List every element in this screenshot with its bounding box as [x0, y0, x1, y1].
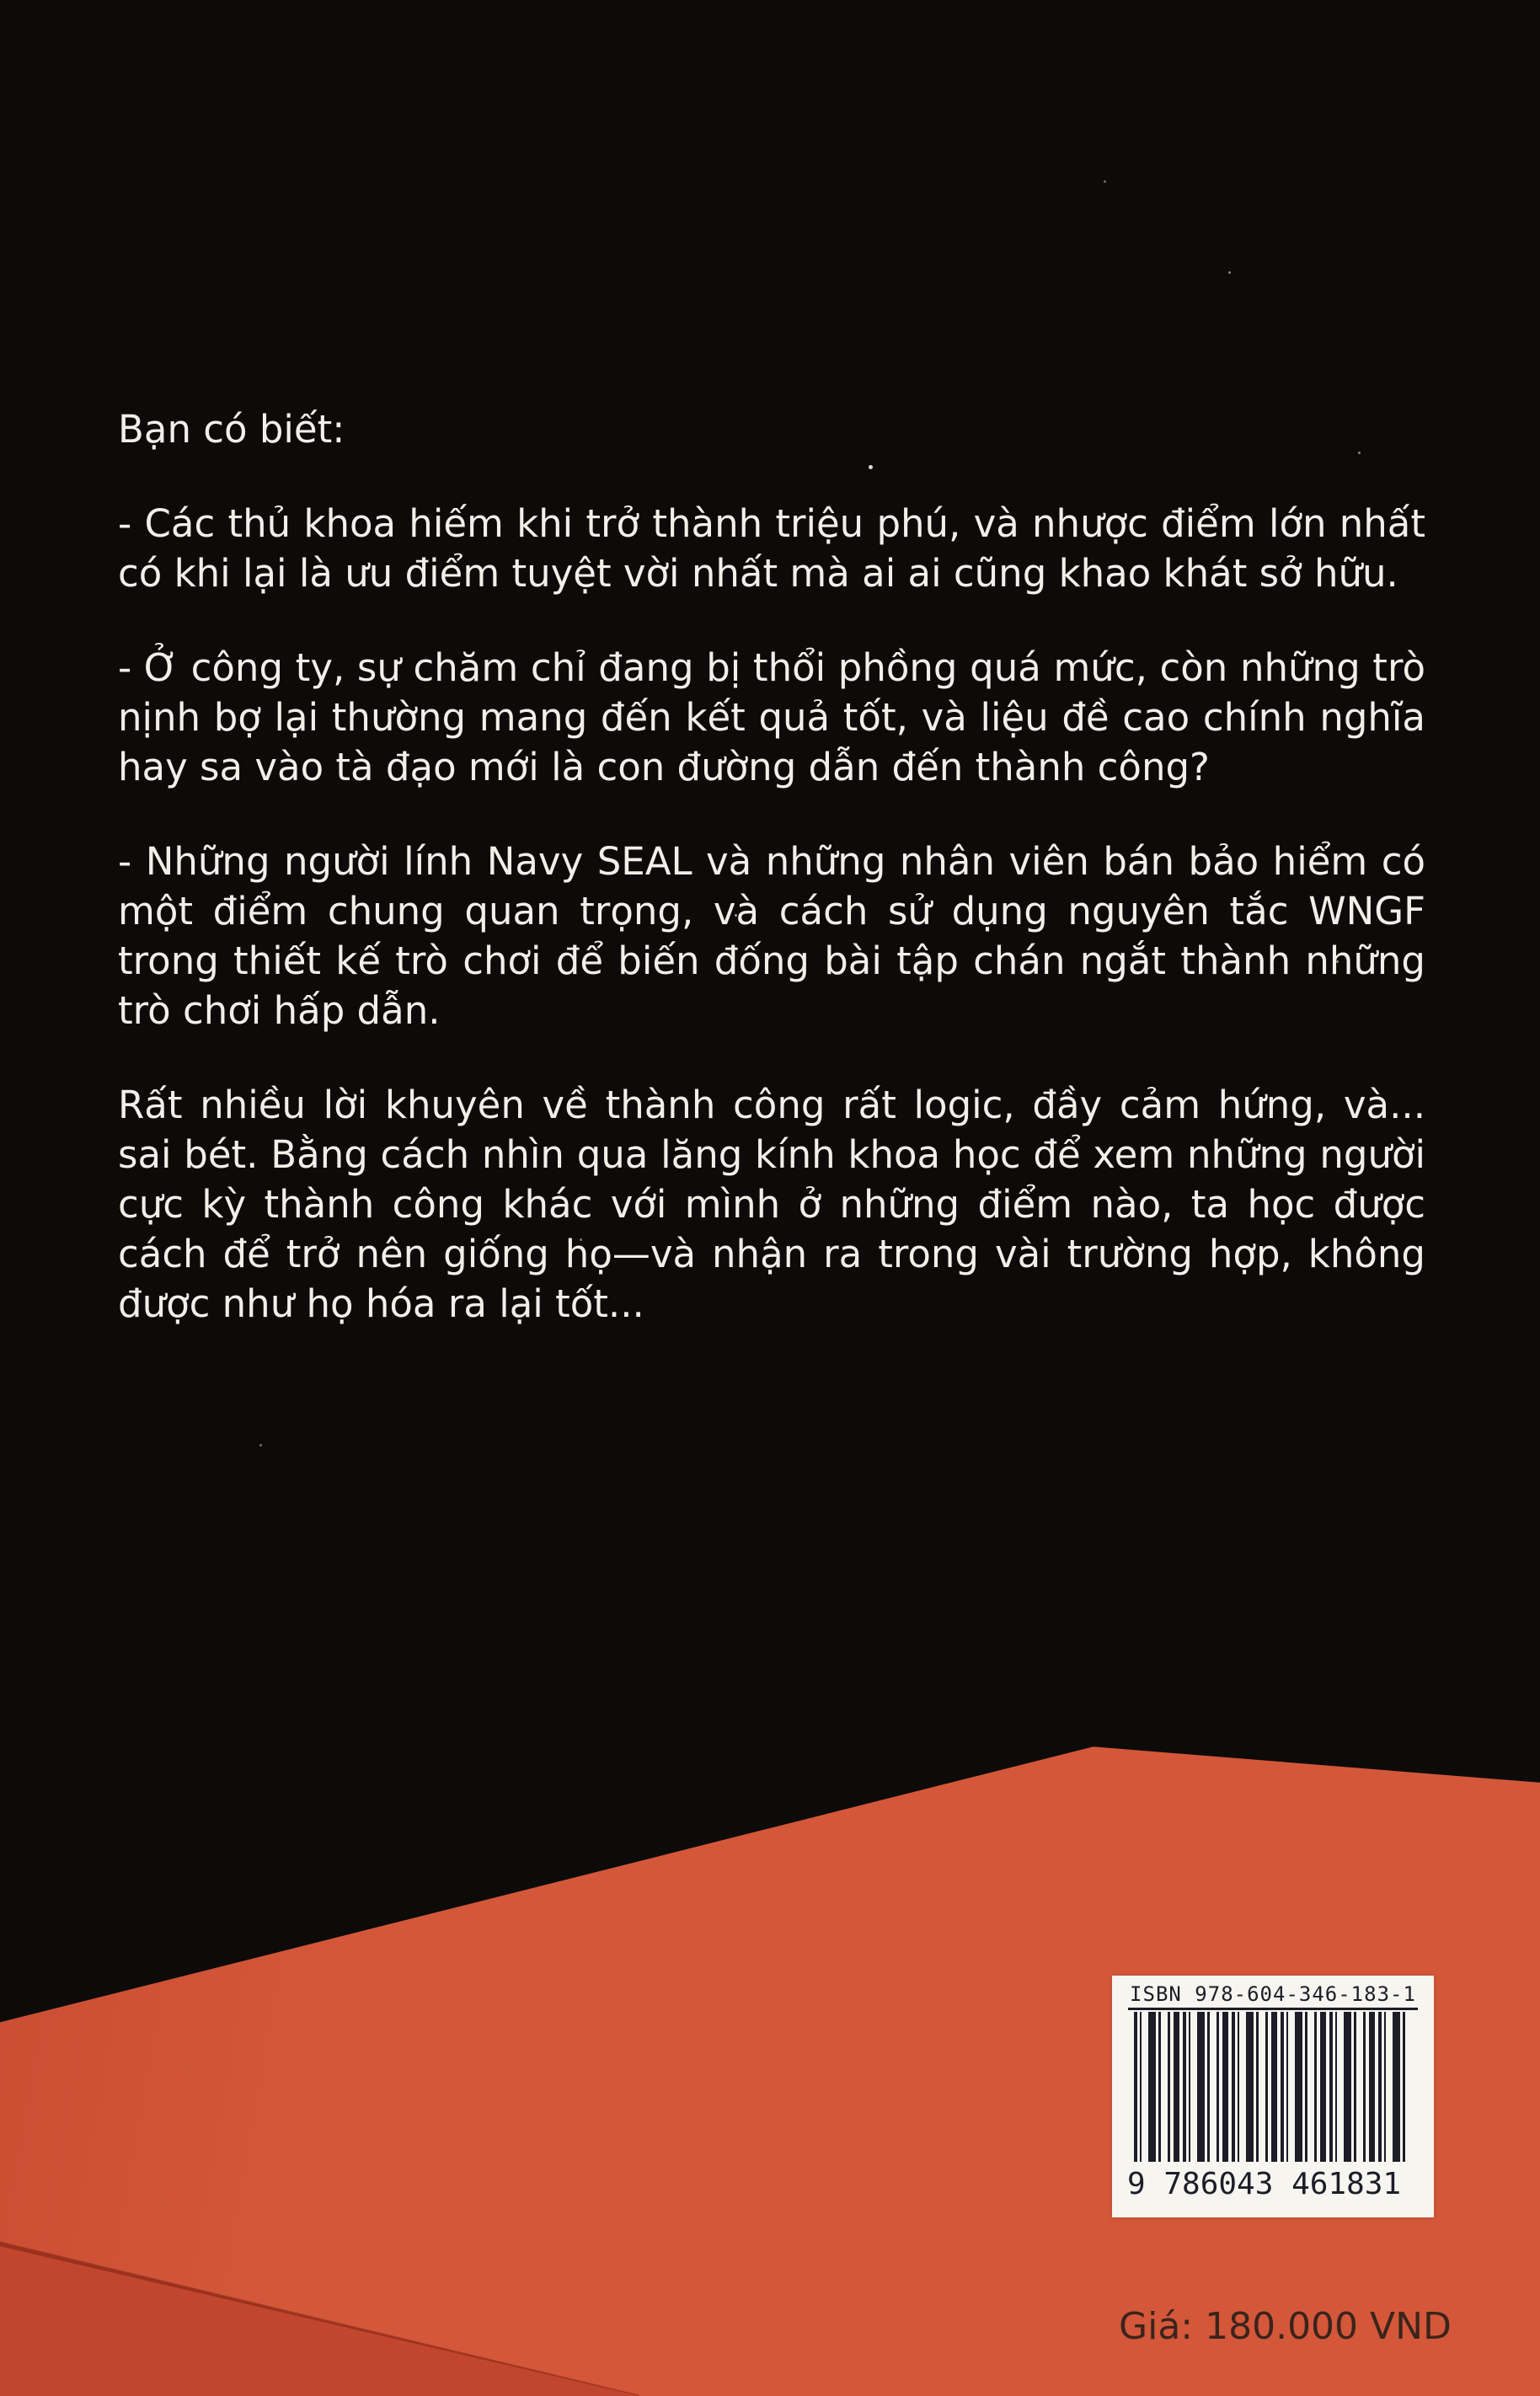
blurb-paragraph-2: - Ở công ty, sự chăm chỉ đang bị thổi phồng quá mức, còn những trò nịnh bợ lại thường mang đến kết quả tốt, và liệu đề cao chính nghĩa hay sa vào tà đạo mới là con đường dẫn đến thành công?	[118, 645, 1425, 789]
blurb-text-block	[118, 404, 1425, 1329]
blurb-heading: Bạn có biết:	[118, 407, 345, 452]
price-label: Giá: 180.000 VND	[1119, 2305, 1452, 2348]
barcode-number: 9 786043 461831	[1127, 2167, 1402, 2201]
dust-specks	[0, 0, 3, 3]
blurb-paragraph-4: Rất nhiều lời khuyên về thành công rất logic, đầy cảm hứng, và... sai bét. Bằng cách nhìn qua lăng kính khoa học để xem những người cực kỳ thành công khác với mình ở những điểm nào, ta học được cách để trở nên giống họ—và nhận ra trong vài trường hợp, không được như họ hóa ra lại tốt...	[118, 1083, 1425, 1326]
isbn-label: ISBN 978-604-346-183-1	[1128, 1982, 1418, 2010]
blurb-paragraph-1: - Các thủ khoa hiếm khi trở thành triệu phú, và nhược điểm lớn nhất có khi lại là ưu điểm tuyệt vời nhất mà ai ai cũng khao khát sở hữu.	[118, 501, 1425, 596]
barcode-bars	[1134, 2012, 1412, 2162]
barcode-sticker	[1112, 1976, 1434, 2217]
blurb-paragraph-3: - Những người lính Navy SEAL và những nhân viên bán bảo hiểm có một điểm chung quan trọng, và cách sử dụng nguyên tắc WNGF trong thiết kế trò chơi để biến đống bài tập chán ngắt thành những trò chơi hấp dẫn.	[118, 839, 1425, 1033]
